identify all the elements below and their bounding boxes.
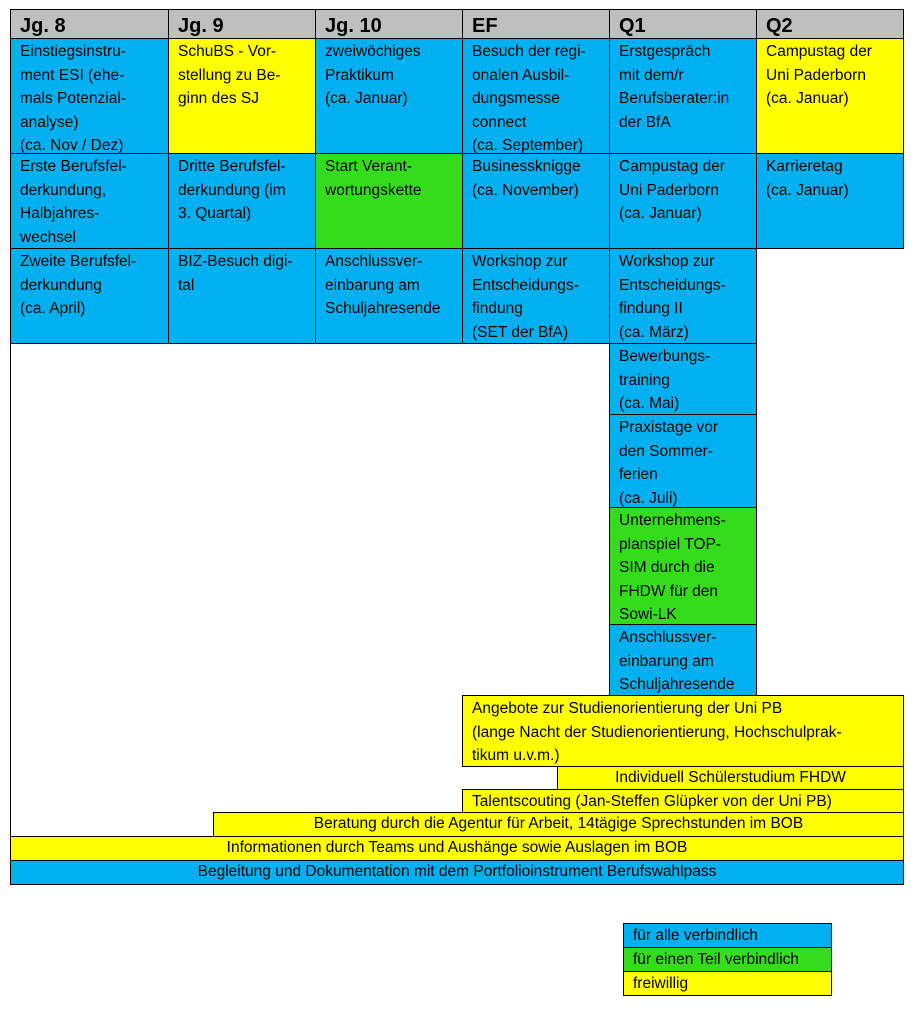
- cell-q1-anschlussvereinbarung: Anschlussver- einbarung am Schuljahresende: [609, 624, 757, 696]
- cell-q1-erstgespraech: Erstgespräch mit dem/r Berufsberater:in der BfA: [609, 38, 757, 154]
- legend-voluntary: freiwillig: [623, 971, 832, 996]
- cell-jg9-schubs: SchuBS - Vor- stellung zu Be- ginn des SJ: [168, 38, 316, 154]
- cell-jg10-verantwortungskette: Start Verant- wortungskette: [315, 153, 463, 249]
- header-jg9: Jg. 9: [168, 9, 316, 39]
- span-schuelerstudium: Individuell Schülerstudium FHDW: [557, 766, 904, 790]
- cell-q2-karrieretag: Karrieretag (ca. Januar): [756, 153, 904, 249]
- header-ef: EF: [462, 9, 610, 39]
- span-studienorientierung: Angebote zur Studienorientierung der Uni PB (lange Nacht der Studienorientierung, Hochschulprak- tikum u.v.m.): [462, 695, 904, 767]
- cell-q1-campustag: Campustag der Uni Paderborn (ca. Januar): [609, 153, 757, 249]
- legend-all-mandatory: für alle verbindlich: [623, 923, 832, 948]
- cell-jg8-zweite-berufsfelderkundung: Zweite Berufsfel- derkundung (ca. April): [10, 248, 169, 344]
- span-agentur: Beratung durch die Agentur für Arbeit, 14tägige Sprechstunden im BOB: [213, 812, 904, 837]
- cell-jg10-anschlussvereinbarung: Anschlussver- einbarung am Schuljahresende: [315, 248, 463, 344]
- span-teams: Informationen durch Teams und Aushänge sowie Auslagen im BOB: [10, 836, 904, 861]
- span-talentscouting: Talentscouting (Jan-Steffen Glüpker von der Uni PB): [462, 789, 904, 813]
- cell-jg8-erste-berufsfelderkundung: Erste Berufsfel- derkundung, Halbjahres- wechsel: [10, 153, 169, 249]
- cell-jg8-esi: Einstiegsinstru- ment ESI (ehe- mals Potenzial- analyse) (ca. Nov / Dez): [10, 38, 169, 154]
- cell-ef-businessknigge: Businessknigge (ca. November): [462, 153, 610, 249]
- cell-q1-praxistage: Praxistage vor den Sommer- ferien (ca. Juli): [609, 414, 757, 508]
- table-left-border: [10, 343, 11, 885]
- header-q2: Q2: [756, 9, 904, 39]
- legend-partly-mandatory: für einen Teil verbindlich: [623, 947, 832, 972]
- header-q1: Q1: [609, 9, 757, 39]
- cell-ef-workshop: Workshop zur Entscheidungs- findung (SET der BfA): [462, 248, 610, 344]
- cell-jg9-dritte-berufsfelderkundung: Dritte Berufsfel- derkundung (im 3. Quartal): [168, 153, 316, 249]
- header-jg8: Jg. 8: [10, 9, 169, 39]
- cell-q1-workshop-ii: Workshop zur Entscheidungs- findung II (ca. März): [609, 248, 757, 344]
- cell-jg9-biz-besuch: BIZ-Besuch digi- tal: [168, 248, 316, 344]
- span-portfolio: Begleitung und Dokumentation mit dem Portfolioinstrument Berufswahlpass: [10, 860, 904, 885]
- cell-jg10-praktikum: zweiwöchiges Praktikum (ca. Januar): [315, 38, 463, 154]
- cell-q1-topsim: Unternehmens- planspiel TOP- SIM durch die FHDW für den Sowi-LK: [609, 507, 757, 625]
- cell-ef-connect: Besuch der regi- onalen Ausbil- dungsmesse connect (ca. September): [462, 38, 610, 154]
- header-jg10: Jg. 10: [315, 9, 463, 39]
- cell-q2-campustag: Campustag der Uni Paderborn (ca. Januar): [756, 38, 904, 154]
- cell-q1-bewerbungstraining: Bewerbungs- training (ca. Mai): [609, 343, 757, 415]
